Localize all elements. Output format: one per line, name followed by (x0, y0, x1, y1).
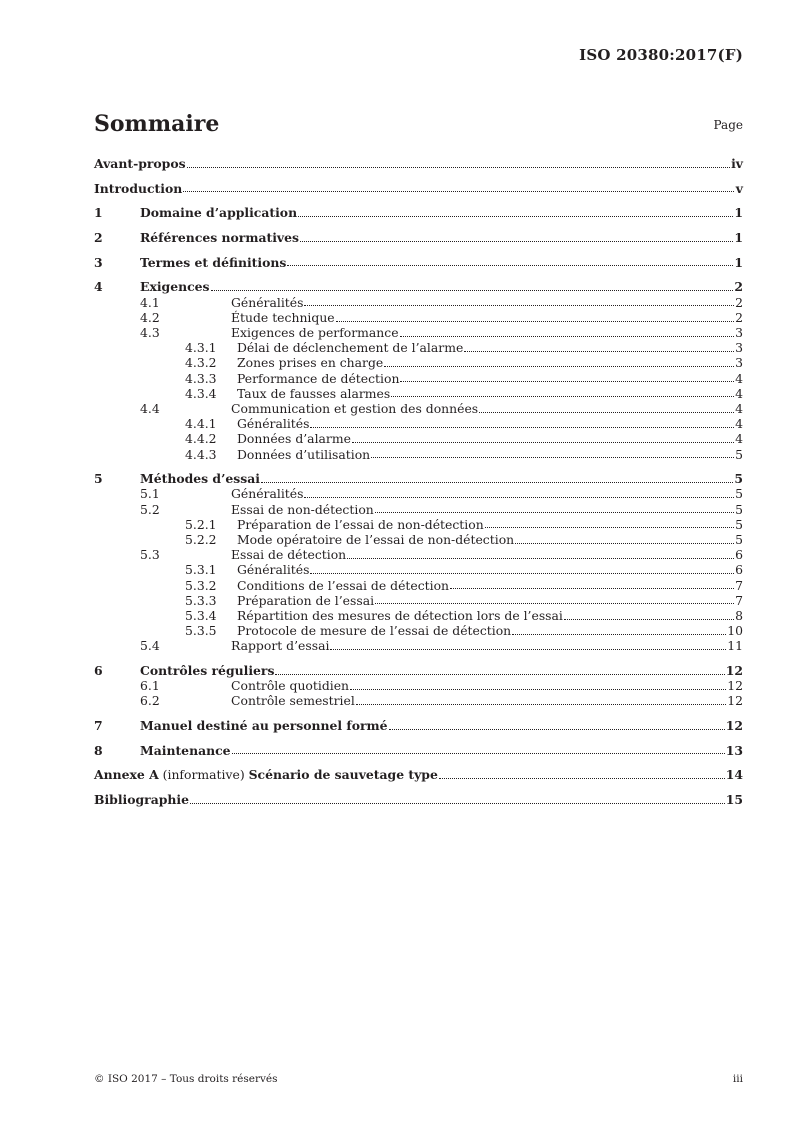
toc-label: Protocole de mesure de l’essai de détection (237, 623, 512, 639)
toc-label: Généralités (237, 416, 310, 432)
toc-entry-4-3[interactable] (94, 325, 743, 340)
leader-dots (479, 411, 734, 413)
toc-entry-foreword[interactable] (94, 156, 743, 171)
leader-dots (310, 572, 734, 574)
toc-number: 3 (94, 254, 103, 270)
toc-label: Manuel destiné au personnel formé (140, 718, 388, 733)
toc-page: 7 (735, 592, 743, 608)
leader-dots (515, 542, 734, 544)
leader-dots (304, 496, 734, 498)
toc-entry-5-2-2[interactable] (94, 532, 743, 547)
leader-dots (232, 752, 725, 754)
toc-entry-5-3-1[interactable] (94, 562, 743, 577)
toc-entry-5-4[interactable] (94, 638, 743, 653)
annex-type: (informative) (158, 767, 249, 783)
leader-dots (300, 240, 733, 242)
toc-number: 6.1 (140, 678, 160, 694)
toc-entry-annex-a[interactable] (94, 767, 743, 782)
toc-page: 5 (735, 516, 743, 532)
leader-dots (336, 320, 734, 322)
leader-dots (298, 215, 733, 217)
leader-dots (183, 190, 734, 192)
toc-number: 4.3.4 (185, 385, 217, 401)
leader-dots (330, 648, 726, 650)
toc-entry-4-4-2[interactable] (94, 431, 743, 446)
leader-dots (384, 365, 734, 367)
toc-number: 4.3.1 (185, 340, 217, 356)
toc-label: Exigences de performance (231, 325, 399, 340)
toc-label: Généralités (231, 486, 304, 502)
annex-title: Scénario de sauvetage type (248, 767, 438, 783)
toc-page: 12 (725, 662, 743, 678)
toc-label: Taux de fausses alarmes (237, 385, 391, 401)
toc-page: 2 (734, 279, 743, 295)
toc-page: 7 (735, 577, 743, 593)
toc-label: Contrôle quotidien (231, 678, 350, 694)
toc-page: 6 (735, 547, 743, 563)
toc-entry-5-3-4[interactable] (94, 608, 743, 623)
toc-entry-4[interactable] (94, 279, 743, 294)
toc-label: Données d’alarme (237, 431, 351, 447)
toc-page: 14 (725, 767, 743, 783)
toc-page: 5 (735, 501, 743, 517)
toc-entry-5-3-3[interactable] (94, 593, 743, 608)
toc-page: iv (731, 156, 743, 171)
leader-dots (485, 526, 734, 528)
toc-number: 4.2 (140, 309, 160, 325)
leader-dots (190, 802, 725, 804)
toc-entry-4-4-3[interactable] (94, 447, 743, 462)
toc-page: 5 (734, 471, 743, 487)
toc-number: 5 (94, 471, 103, 487)
toc-page: 1 (734, 205, 743, 221)
toc-page: 3 (735, 355, 743, 371)
toc-label: Répartition des mesures de détection lors de l’essai (237, 607, 563, 623)
toc-entry-5-3-5[interactable] (94, 623, 743, 638)
toc-entry-bibliography[interactable] (94, 792, 743, 807)
toc-entry-6-1[interactable] (94, 678, 743, 693)
page-title: Sommaire (94, 111, 220, 137)
toc-entry-7[interactable] (94, 718, 743, 733)
leader-dots (187, 166, 731, 168)
toc-page: 8 (735, 607, 743, 623)
leader-dots (350, 688, 726, 690)
leader-dots (564, 618, 734, 620)
toc-label: Préparation de l’essai (237, 592, 375, 608)
toc-label: Méthodes d’essai (140, 471, 260, 487)
toc-page: 11 (727, 638, 743, 654)
toc-number: 5.2.1 (185, 516, 217, 532)
toc-label: Performance de détection (237, 370, 400, 386)
toc-page: 12 (727, 678, 743, 694)
toc-entry-1[interactable] (94, 205, 743, 220)
toc-number: 5.2 (140, 501, 160, 517)
toc-entry-5-3[interactable] (94, 547, 743, 562)
toc-number: 5.3.3 (185, 592, 217, 608)
toc-entry-4-4-1[interactable] (94, 416, 743, 431)
toc-page: 12 (727, 693, 743, 709)
toc-number: 4.3.2 (185, 355, 217, 371)
leader-dots (464, 350, 734, 352)
toc-label: Bibliographie (94, 792, 190, 808)
leader-dots (389, 728, 725, 730)
leader-dots (439, 777, 725, 779)
toc-number: 7 (94, 718, 103, 733)
toc-label: Mode opératoire de l’essai de non-détection (237, 531, 515, 547)
toc-entry-introduction[interactable] (94, 181, 743, 196)
toc-entry-5[interactable] (94, 471, 743, 486)
toc-label (94, 767, 438, 782)
annex-id: Annexe A (94, 767, 159, 783)
toc-entry-3[interactable] (94, 255, 743, 270)
leader-dots (261, 481, 733, 483)
leader-dots (352, 441, 734, 443)
page-column-label: Page (713, 118, 743, 132)
leader-dots (287, 264, 733, 266)
leader-dots (400, 380, 734, 382)
footer-page-number: iii (732, 1073, 743, 1085)
toc-page: 5 (735, 446, 743, 462)
toc-number: 4.4.2 (185, 431, 217, 447)
toc-label: Conditions de l’essai de détection (237, 577, 450, 593)
leader-dots (347, 557, 734, 559)
toc-label: Délai de déclenchement de l’alarme (237, 340, 464, 356)
toc-label: Communication et gestion des données (231, 400, 479, 416)
toc-page: 2 (735, 294, 743, 310)
toc-number: 1 (94, 205, 103, 221)
toc-label: Références normatives (140, 230, 299, 246)
toc-label: Contrôle semestriel (231, 693, 355, 709)
toc-entry-2[interactable] (94, 230, 743, 245)
toc-number: 5.2.2 (185, 531, 217, 547)
toc-page: 15 (725, 792, 743, 808)
toc-label: Domaine d’application (140, 205, 298, 221)
toc-page: 10 (727, 623, 743, 639)
toc-number: 4.4.3 (185, 446, 217, 462)
toc-page: 4 (735, 370, 743, 386)
toc-page: 1 (734, 254, 743, 270)
leader-dots (375, 511, 734, 513)
toc-entry-4-2[interactable] (94, 310, 743, 325)
leader-dots (310, 426, 734, 428)
toc-page: 2 (735, 309, 743, 325)
toc-number: 5.3.2 (185, 577, 217, 593)
leader-dots (375, 602, 734, 604)
leader-dots (450, 587, 734, 589)
toc-entry-8[interactable] (94, 743, 743, 758)
toc-page: v (735, 180, 743, 196)
toc-entry-5-1[interactable] (94, 486, 743, 501)
toc-page: 12 (725, 718, 743, 733)
toc-number: 5.1 (140, 486, 160, 502)
leader-dots (304, 304, 734, 306)
toc-entry-6[interactable] (94, 663, 743, 678)
toc-number: 4.1 (140, 294, 160, 310)
toc-number: 2 (94, 230, 103, 246)
toc-entry-4-3-2[interactable] (94, 355, 743, 370)
toc-entry-4-3-3[interactable] (94, 371, 743, 386)
toc-number: 4 (94, 279, 103, 295)
toc-label: Termes et définitions (140, 254, 287, 270)
toc-label: Préparation de l’essai de non-détection (237, 516, 484, 532)
toc-label: Généralités (237, 562, 310, 578)
toc-page: 4 (735, 400, 743, 416)
toc-number: 4.3 (140, 325, 160, 340)
leader-dots (356, 703, 726, 705)
toc-entry-4-3-1[interactable] (94, 340, 743, 355)
toc-number: 5.3.5 (185, 623, 217, 639)
toc-label: Essai de détection (231, 547, 347, 563)
toc-label: Contrôles réguliers (140, 662, 275, 678)
toc-number: 5.4 (140, 638, 160, 654)
toc-page: 13 (725, 742, 743, 758)
leader-dots (371, 456, 734, 458)
toc-entry-4-1[interactable] (94, 295, 743, 310)
toc-label: Exigences (140, 279, 210, 295)
toc-label: Généralités (231, 294, 304, 310)
toc-entry-4-3-4[interactable] (94, 386, 743, 401)
leader-dots (391, 395, 734, 397)
toc-page: 4 (735, 385, 743, 401)
toc-number: 5.3 (140, 547, 160, 563)
leader-dots (211, 289, 734, 291)
toc-label: Zones prises en charge (237, 355, 384, 371)
toc-page: 6 (735, 562, 743, 578)
toc-page: 4 (735, 431, 743, 447)
toc-entry-5-2[interactable] (94, 502, 743, 517)
toc-number: 4.3.3 (185, 370, 217, 386)
toc-entry-6-2[interactable] (94, 693, 743, 708)
toc-entry-5-2-1[interactable] (94, 517, 743, 532)
toc-label: Essai de non-détection (231, 501, 374, 517)
leader-dots (512, 633, 726, 635)
toc-label: Rapport d’essai (231, 638, 330, 654)
toc-number: 6.2 (140, 693, 160, 709)
toc-page: 5 (735, 486, 743, 502)
toc-entry-4-4[interactable] (94, 401, 743, 416)
footer-copyright: © ISO 2017 – Tous droits réservés (94, 1073, 278, 1085)
toc-label: Maintenance (140, 742, 231, 758)
toc-entry-5-3-2[interactable] (94, 578, 743, 593)
leader-dots (275, 673, 724, 675)
toc-label: Avant-propos (94, 156, 186, 171)
toc-number: 5.3.1 (185, 562, 217, 578)
leader-dots (400, 335, 734, 337)
toc-page: 3 (735, 340, 743, 356)
toc-label: Étude technique (231, 309, 335, 325)
toc-page: 5 (735, 531, 743, 547)
toc-number: 4.4.1 (185, 416, 217, 432)
toc-label: Introduction (94, 180, 183, 196)
toc-number: 5.3.4 (185, 607, 217, 623)
toc-page: 3 (735, 325, 743, 340)
standard-id: ISO 20380:2017(F) (579, 46, 743, 64)
toc-page: 4 (735, 416, 743, 432)
toc-number: 6 (94, 662, 103, 678)
toc-page: 1 (734, 230, 743, 246)
toc-number: 8 (94, 742, 103, 758)
table-of-contents (94, 156, 743, 807)
toc-label: Données d’utilisation (237, 446, 371, 462)
toc-number: 4.4 (140, 400, 160, 416)
